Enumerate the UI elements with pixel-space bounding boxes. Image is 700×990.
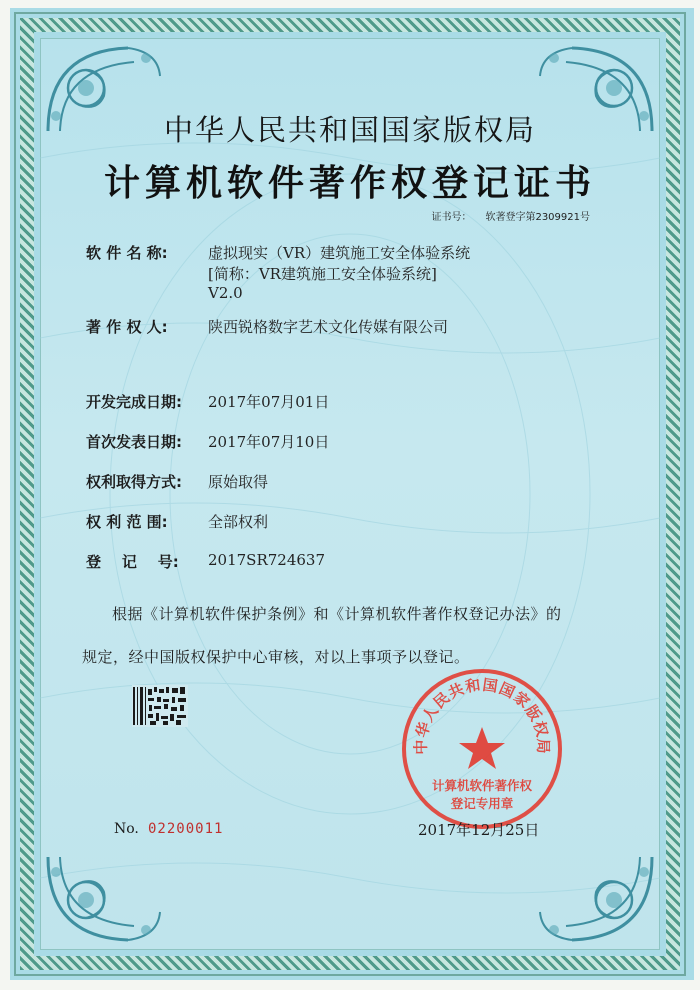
official-seal-icon bbox=[398, 665, 566, 833]
certificate-number bbox=[431, 208, 590, 223]
statement-line-1: 根据《计算机软件保护条例》和《计算机软件著作权登记办法》的 bbox=[112, 605, 562, 623]
software-name-value: 虚拟现实（VR）建筑施工安全体验系统 bbox=[208, 244, 471, 262]
first-publish-date-value: 2017年07月10日 bbox=[208, 433, 330, 451]
qr-code-icon bbox=[132, 685, 188, 727]
corner-ornament-bottom-left bbox=[38, 842, 168, 952]
statement-line-2: 规定，经中国版权保护中心审核，对以上事项予以登记。 bbox=[82, 648, 470, 666]
first-publish-date-label: 首次发表日期: bbox=[86, 433, 182, 451]
acquisition-method-value: 原始取得 bbox=[208, 473, 269, 491]
certificate-title: 计算机软件著作权登记证书 bbox=[103, 163, 596, 204]
owner-value: 陕西锐格数字艺术文化传媒有限公司 bbox=[208, 318, 449, 336]
software-short-name: [简称：VR建筑施工安全体验系统] bbox=[208, 265, 437, 283]
software-version: V2.0 bbox=[208, 284, 243, 302]
rights-scope-label: 权 利 范 围: bbox=[86, 513, 168, 531]
issuing-authority: 中华人民共和国国家版权局 bbox=[163, 113, 536, 147]
serial-label: No. bbox=[114, 821, 139, 837]
registration-number-value: 2017SR724637 bbox=[208, 551, 326, 569]
certificate-number-value: 软著登字第2309921号 bbox=[485, 212, 590, 223]
seal-ring-text: 中华人民共和国国家版权局 bbox=[411, 675, 553, 755]
acquisition-method-label: 权利取得方式: bbox=[86, 473, 182, 491]
software-name-label: 软 件 名 称: bbox=[86, 244, 168, 262]
completion-date-label: 开发完成日期: bbox=[86, 393, 182, 411]
rights-scope-value: 全部权利 bbox=[208, 513, 269, 531]
owner-label: 著 作 权 人: bbox=[86, 318, 168, 336]
corner-ornament-bottom-right bbox=[532, 842, 662, 952]
seal-line-1: 计算机软件著作权 bbox=[431, 778, 533, 793]
serial-number: 02200011 bbox=[148, 821, 224, 837]
registration-number-label: 登 记 号: bbox=[86, 553, 179, 571]
certificate-number-label: 证书号： bbox=[431, 212, 472, 223]
issue-date: 2017年12月25日 bbox=[418, 821, 540, 839]
completion-date-value: 2017年07月01日 bbox=[208, 393, 330, 411]
seal-line-2: 登记专用章 bbox=[450, 796, 514, 811]
